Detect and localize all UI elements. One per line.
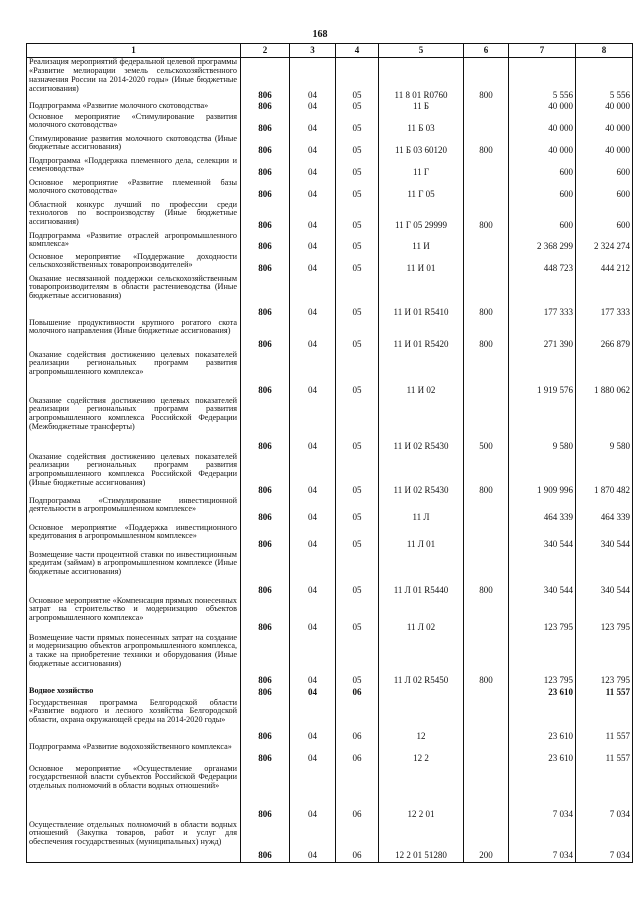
- table-row: [27, 179, 633, 201]
- row-amount-1: 600: [509, 157, 576, 179]
- row-expense-type: [464, 351, 509, 397]
- row-expense-type: [464, 157, 509, 179]
- row-section: 04: [290, 453, 336, 497]
- row-section: 04: [290, 765, 336, 821]
- row-target-article: 12 2: [379, 743, 464, 765]
- row-name: Оказание несвязанной поддержки сельскохозяйственным товаропроизводителям в области растениеводства (Иные бюджетные ассигнования): [27, 275, 241, 319]
- row-target-article: 11 8 01 R0760: [379, 58, 464, 102]
- row-amount-2: 7 034: [576, 821, 633, 863]
- row-section: 04: [290, 135, 336, 157]
- row-amount-2: 11 557: [576, 699, 633, 743]
- row-grbs: 806: [241, 821, 290, 863]
- row-subsection: 05: [336, 58, 379, 102]
- row-name: Возмещение части прямых понесенных затрат на создание и модернизацию объектов агропромышленного комплекса, а также на приобретение техники и оборудования (Иные бюджетные ассигнования): [27, 634, 241, 687]
- row-expense-type: [464, 765, 509, 821]
- row-amount-1: 600: [509, 201, 576, 232]
- row-name: Оказание содействия достижению целевых показателей реализации региональных программ развития агропромышленного комплекса»: [27, 351, 241, 397]
- row-grbs: 806: [241, 253, 290, 275]
- row-name: Подпрограмма «Стимулирование инвестиционной деятельности в агропромышленном комплексе»: [27, 497, 241, 524]
- table-row: [27, 551, 633, 597]
- row-target-article: 11 И 01: [379, 253, 464, 275]
- header-col-2: 2: [241, 44, 290, 58]
- row-expense-type: 800: [464, 551, 509, 597]
- header-col-5: 5: [379, 44, 464, 58]
- row-amount-1: 23 610: [509, 743, 576, 765]
- table-row: [27, 687, 633, 699]
- row-subsection: 06: [336, 821, 379, 863]
- row-name: Основное мероприятие «Развитие племенной базы молочного скотоводства»: [27, 179, 241, 201]
- row-subsection: 05: [336, 102, 379, 113]
- row-amount-1: 123 795: [509, 597, 576, 634]
- row-grbs: 806: [241, 597, 290, 634]
- row-amount-2: 123 795: [576, 634, 633, 687]
- row-subsection: 05: [336, 597, 379, 634]
- row-amount-2: 11 557: [576, 743, 633, 765]
- row-grbs: 806: [241, 113, 290, 135]
- row-expense-type: 800: [464, 319, 509, 351]
- row-expense-type: 800: [464, 58, 509, 102]
- row-grbs: 806: [241, 58, 290, 102]
- header-col-4: 4: [336, 44, 379, 58]
- row-section: 04: [290, 821, 336, 863]
- row-grbs: 806: [241, 102, 290, 113]
- row-name: Подпрограмма «Поддержка племенного дела, селекции и семеноводства»: [27, 157, 241, 179]
- row-amount-1: 600: [509, 179, 576, 201]
- table-row: [27, 201, 633, 232]
- row-section: 04: [290, 201, 336, 232]
- row-section: 04: [290, 58, 336, 102]
- row-amount-2: 340 544: [576, 524, 633, 551]
- row-amount-1: 1 919 576: [509, 351, 576, 397]
- row-expense-type: 800: [464, 201, 509, 232]
- row-subsection: 05: [336, 497, 379, 524]
- budget-table: [26, 43, 633, 863]
- row-expense-type: 800: [464, 634, 509, 687]
- row-subsection: 05: [336, 397, 379, 453]
- table-row: [27, 157, 633, 179]
- row-grbs: 806: [241, 397, 290, 453]
- row-grbs: 806: [241, 232, 290, 253]
- row-amount-2: 40 000: [576, 135, 633, 157]
- row-subsection: 05: [336, 634, 379, 687]
- row-grbs: 806: [241, 743, 290, 765]
- row-amount-1: 23 610: [509, 699, 576, 743]
- row-section: 04: [290, 351, 336, 397]
- table-row: [27, 524, 633, 551]
- row-grbs: 806: [241, 275, 290, 319]
- row-grbs: 806: [241, 179, 290, 201]
- row-subsection: 05: [336, 113, 379, 135]
- row-name: Реализация мероприятий федеральной целевой программы «Развитие мелиорации земель сельскохозяйственного назначения России на 2014-2020 годы» (Иные бюджетные ассигнования): [27, 58, 241, 102]
- row-subsection: 05: [336, 232, 379, 253]
- row-section: 04: [290, 253, 336, 275]
- row-target-article: 11 Б 03: [379, 113, 464, 135]
- row-name: Повышение продуктивности крупного рогатого скота молочного направления (Иные бюджетные ассигнования): [27, 319, 241, 351]
- row-amount-2: 444 212: [576, 253, 633, 275]
- row-subsection: 05: [336, 201, 379, 232]
- row-section: 04: [290, 597, 336, 634]
- header-col-1: 1: [27, 44, 241, 58]
- row-amount-2: 600: [576, 157, 633, 179]
- row-section: 04: [290, 319, 336, 351]
- row-target-article: 11 И 02 R5430: [379, 397, 464, 453]
- row-amount-1: 23 610: [509, 687, 576, 699]
- row-target-article: 11 И 02: [379, 351, 464, 397]
- row-expense-type: [464, 743, 509, 765]
- row-amount-1: 2 368 299: [509, 232, 576, 253]
- row-amount-1: 5 556: [509, 58, 576, 102]
- row-expense-type: 800: [464, 135, 509, 157]
- row-amount-1: 40 000: [509, 135, 576, 157]
- row-amount-2: 600: [576, 201, 633, 232]
- row-amount-1: 40 000: [509, 113, 576, 135]
- row-amount-2: 40 000: [576, 102, 633, 113]
- row-target-article: 12: [379, 699, 464, 743]
- row-name: Подпрограмма «Развитие молочного скотоводства»: [27, 102, 241, 113]
- table-row: [27, 253, 633, 275]
- row-subsection: 05: [336, 551, 379, 597]
- table-row: [27, 597, 633, 634]
- table-row: [27, 634, 633, 687]
- table-row: [27, 821, 633, 863]
- row-amount-2: 40 000: [576, 113, 633, 135]
- row-grbs: 806: [241, 351, 290, 397]
- row-name: Стимулирование развития молочного скотоводства (Иные бюджетные ассигнования): [27, 135, 241, 157]
- row-section: 04: [290, 232, 336, 253]
- header-col-7: 7: [509, 44, 576, 58]
- row-section: 04: [290, 524, 336, 551]
- row-grbs: 806: [241, 135, 290, 157]
- row-amount-2: 9 580: [576, 397, 633, 453]
- row-target-article: 11 Г 05 29999: [379, 201, 464, 232]
- row-grbs: 806: [241, 201, 290, 232]
- row-expense-type: 800: [464, 275, 509, 319]
- row-section: 04: [290, 687, 336, 699]
- row-expense-type: 500: [464, 397, 509, 453]
- row-amount-1: 464 339: [509, 497, 576, 524]
- table-body: [27, 58, 633, 863]
- row-name: Водное хозяйство: [27, 687, 241, 699]
- row-grbs: 806: [241, 319, 290, 351]
- row-expense-type: 200: [464, 821, 509, 863]
- row-amount-2: 1 870 482: [576, 453, 633, 497]
- row-amount-2: 600: [576, 179, 633, 201]
- row-name: Областной конкурс лучший по профессии среди технологов по воспроизводству (Иные бюджетные ассигнования): [27, 201, 241, 232]
- row-amount-2: 340 544: [576, 551, 633, 597]
- row-amount-2: 2 324 274: [576, 232, 633, 253]
- row-amount-1: 1 909 996: [509, 453, 576, 497]
- row-name: Основное мероприятие «Компенсация прямых понесенных затрат на строительство и модернизацию объектов агропромышленного комплекса»: [27, 597, 241, 634]
- table-row: [27, 232, 633, 253]
- table-row: [27, 319, 633, 351]
- row-amount-2: 266 879: [576, 319, 633, 351]
- row-subsection: 06: [336, 699, 379, 743]
- row-expense-type: [464, 597, 509, 634]
- row-subsection: 05: [336, 157, 379, 179]
- table-row: [27, 699, 633, 743]
- row-section: 04: [290, 634, 336, 687]
- row-target-article: 11 Г: [379, 157, 464, 179]
- table-row: [27, 275, 633, 319]
- row-subsection: 05: [336, 179, 379, 201]
- row-grbs: 806: [241, 687, 290, 699]
- row-grbs: 806: [241, 765, 290, 821]
- row-expense-type: [464, 102, 509, 113]
- row-amount-2: 123 795: [576, 597, 633, 634]
- row-target-article: 12 2 01: [379, 765, 464, 821]
- row-grbs: 806: [241, 497, 290, 524]
- row-subsection: 05: [336, 453, 379, 497]
- row-grbs: 806: [241, 699, 290, 743]
- row-expense-type: [464, 253, 509, 275]
- row-amount-2: 177 333: [576, 275, 633, 319]
- row-target-article: 11 Л: [379, 497, 464, 524]
- table-row: [27, 743, 633, 765]
- row-subsection: 06: [336, 765, 379, 821]
- row-name: Осуществление отдельных полномочий в области водных отношений (Закупка товаров, работ и услуг для обеспечения государственных (муниципальных) нужд): [27, 821, 241, 863]
- row-subsection: 06: [336, 687, 379, 699]
- row-expense-type: [464, 699, 509, 743]
- row-amount-2: 464 339: [576, 497, 633, 524]
- row-subsection: 06: [336, 743, 379, 765]
- row-target-article: 11 Б 03 60120: [379, 135, 464, 157]
- row-amount-2: 1 880 062: [576, 351, 633, 397]
- row-expense-type: [464, 232, 509, 253]
- header-row: [27, 44, 633, 58]
- row-target-article: 11 Л 02 R5450: [379, 634, 464, 687]
- row-amount-1: 177 333: [509, 275, 576, 319]
- row-section: 04: [290, 179, 336, 201]
- table-row: [27, 113, 633, 135]
- row-section: 04: [290, 551, 336, 597]
- row-section: 04: [290, 102, 336, 113]
- table-row: [27, 351, 633, 397]
- row-amount-1: 448 723: [509, 253, 576, 275]
- header-col-6: 6: [464, 44, 509, 58]
- row-target-article: 11 И 01 R5410: [379, 275, 464, 319]
- row-name: Основное мероприятие «Осуществление органами государственной власти субъектов Российской Федерации отдельных полномочий в области водных отношений»: [27, 765, 241, 821]
- row-grbs: 806: [241, 551, 290, 597]
- row-subsection: 05: [336, 319, 379, 351]
- row-grbs: 806: [241, 634, 290, 687]
- row-grbs: 806: [241, 524, 290, 551]
- row-target-article: 11 И 02 R5430: [379, 453, 464, 497]
- row-name: Основное мероприятие «Поддержка инвестиционного кредитования в агропромышленном комплексе»: [27, 524, 241, 551]
- row-expense-type: [464, 524, 509, 551]
- table-row: [27, 453, 633, 497]
- row-section: 04: [290, 497, 336, 524]
- table-row: [27, 497, 633, 524]
- row-target-article: 11 Л 01: [379, 524, 464, 551]
- row-name: Подпрограмма «Развитие водохозяйственного комплекса»: [27, 743, 241, 765]
- row-subsection: 05: [336, 275, 379, 319]
- row-subsection: 05: [336, 524, 379, 551]
- table-row: [27, 102, 633, 113]
- row-target-article: 12 2 01 51280: [379, 821, 464, 863]
- page-number: 168: [312, 29, 328, 40]
- row-amount-2: 7 034: [576, 765, 633, 821]
- header-col-3: 3: [290, 44, 336, 58]
- row-name: Подпрограмма «Развитие отраслей агропромышленного комплекса»: [27, 232, 241, 253]
- row-section: 04: [290, 699, 336, 743]
- row-section: 04: [290, 275, 336, 319]
- row-expense-type: [464, 687, 509, 699]
- row-expense-type: 800: [464, 453, 509, 497]
- table-row: [27, 135, 633, 157]
- row-amount-2: 11 557: [576, 687, 633, 699]
- row-target-article: 11 Л 01 R5440: [379, 551, 464, 597]
- table-row: [27, 58, 633, 102]
- row-amount-1: 7 034: [509, 765, 576, 821]
- row-amount-1: 271 390: [509, 319, 576, 351]
- table-row: [27, 765, 633, 821]
- row-amount-1: 340 544: [509, 551, 576, 597]
- row-target-article: 11 И: [379, 232, 464, 253]
- row-name: Государственная программа Белгородской области «Развитие водного и лесного хозяйства Белгородской области, охрана окружающей среды на 2014-2020 годы»: [27, 699, 241, 743]
- row-amount-1: 123 795: [509, 634, 576, 687]
- row-target-article: [379, 687, 464, 699]
- row-name: Основное мероприятие «Стимулирование развития молочного скотоводства»: [27, 113, 241, 135]
- row-amount-1: 9 580: [509, 397, 576, 453]
- row-target-article: 11 Б: [379, 102, 464, 113]
- row-grbs: 806: [241, 453, 290, 497]
- row-amount-2: 5 556: [576, 58, 633, 102]
- row-section: 04: [290, 743, 336, 765]
- row-name: Основное мероприятие «Поддержание доходности сельскохозяйственных товаропроизводителей»: [27, 253, 241, 275]
- row-amount-1: 7 034: [509, 821, 576, 863]
- row-name: Возмещение части процентной ставки по инвестиционным кредитам (займам) в агропромышленном комплексе (Иные бюджетные ассигнования): [27, 551, 241, 597]
- row-subsection: 05: [336, 135, 379, 157]
- row-name: Оказание содействия достижению целевых показателей реализации региональных программ развития агропромышленного комплекса Российской Федерации (Иные бюджетные ассигнования): [27, 453, 241, 497]
- header-col-8: 8: [576, 44, 633, 58]
- row-section: 04: [290, 157, 336, 179]
- row-section: 04: [290, 397, 336, 453]
- row-expense-type: [464, 497, 509, 524]
- table-row: [27, 397, 633, 453]
- row-grbs: 806: [241, 157, 290, 179]
- row-subsection: 05: [336, 253, 379, 275]
- row-section: 04: [290, 113, 336, 135]
- row-subsection: 05: [336, 351, 379, 397]
- row-amount-1: 340 544: [509, 524, 576, 551]
- row-target-article: 11 И 01 R5420: [379, 319, 464, 351]
- row-expense-type: [464, 179, 509, 201]
- row-name: Оказание содействия достижению целевых показателей реализации региональных программ развития агропромышленного комплекса Российской Федерации (Межбюджетные трансферты): [27, 397, 241, 453]
- row-target-article: 11 Л 02: [379, 597, 464, 634]
- row-expense-type: [464, 113, 509, 135]
- row-amount-1: 40 000: [509, 102, 576, 113]
- row-target-article: 11 Г 05: [379, 179, 464, 201]
